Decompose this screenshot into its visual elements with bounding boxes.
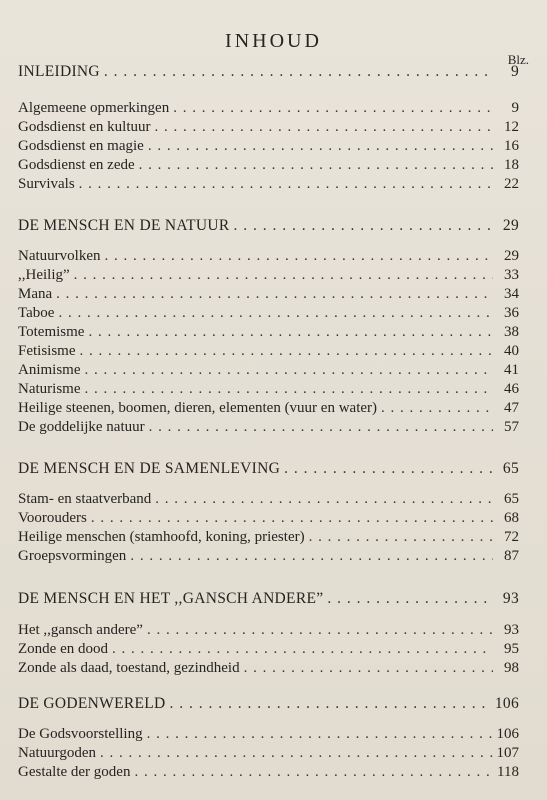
toc-entry — [18, 342, 519, 360]
toc-entry-label: Godsdienst en magie — [18, 138, 144, 154]
toc-entry-label: Stam- en staatverband — [18, 491, 152, 507]
dot-leader — [79, 175, 493, 193]
toc-entry-label: Gestalte der goden — [18, 764, 131, 780]
toc-page-number: 93 — [504, 622, 519, 638]
dot-leader — [104, 247, 493, 265]
toc-entry — [18, 528, 519, 546]
toc-entry — [18, 266, 519, 284]
toc-section-gansch-andere — [18, 590, 519, 608]
toc-page-number: 57 — [504, 419, 519, 435]
toc-page-number: 68 — [504, 510, 519, 526]
toc-entry — [18, 118, 519, 136]
dot-leader — [56, 285, 493, 303]
toc-entry — [18, 175, 519, 193]
toc-entry-label: Animisme — [18, 362, 81, 378]
toc-entry — [18, 323, 519, 341]
toc-page-number: 34 — [504, 286, 519, 302]
toc-entry-label: Voorouders — [18, 510, 87, 526]
toc-entry — [18, 137, 519, 155]
dot-leader — [130, 547, 493, 565]
toc-section-godenwereld — [18, 695, 519, 713]
toc-page-number: 18 — [504, 157, 519, 173]
toc-entry — [18, 744, 519, 762]
toc-section-inleiding — [18, 63, 519, 81]
dot-leader — [104, 63, 493, 81]
toc-entry-label: Survivals — [18, 176, 75, 192]
toc-section-title: DE GODENWERELD — [18, 695, 166, 712]
dot-leader — [148, 137, 493, 155]
toc-page-number: 9 — [511, 100, 519, 116]
toc-entry-label: De goddelijke natuur — [18, 419, 145, 435]
toc-page-number: 40 — [504, 343, 519, 359]
toc-entry-label: Taboe — [18, 305, 55, 321]
toc-page-number: 47 — [504, 400, 519, 416]
toc-entry — [18, 490, 519, 508]
toc-entry-label: Het ,,gansch andere” — [18, 622, 143, 638]
toc-entry-label: Totemisme — [18, 324, 85, 340]
toc-section-title: DE MENSCH EN DE SAMENLEVING — [18, 460, 281, 477]
dot-leader — [327, 590, 493, 608]
toc-page-number: 38 — [504, 324, 519, 340]
toc-entry — [18, 640, 519, 658]
toc-entry — [18, 247, 519, 265]
toc-entry-label: Mana — [18, 286, 53, 302]
toc-section-title: DE MENSCH EN HET ,,GANSCH ANDERE” — [18, 590, 324, 607]
dot-leader — [134, 763, 493, 781]
toc-entry-label: Heilige menschen (stamhoofd, koning, priester) — [18, 529, 305, 545]
toc-entry — [18, 304, 519, 322]
toc-section-title: DE MENSCH EN DE NATUUR — [18, 217, 230, 234]
dot-leader — [284, 460, 493, 478]
toc-section-title: INLEIDING — [18, 63, 100, 80]
toc-entry — [18, 763, 519, 781]
dot-leader — [80, 342, 493, 360]
toc-entry — [18, 547, 519, 565]
toc-page-number: 33 — [504, 267, 519, 283]
dot-leader — [58, 304, 493, 322]
toc-entry-label: Zonde en dood — [18, 641, 108, 657]
toc-entry-label: Algemeene opmerkingen — [18, 100, 170, 116]
toc-entry-label: De Godsvoorstelling — [18, 726, 143, 742]
toc-section-mensch-samenleving — [18, 460, 519, 478]
toc-section-mensch-natuur — [18, 217, 519, 235]
dot-leader — [147, 621, 493, 639]
toc-entry — [18, 99, 519, 117]
toc-entry — [18, 418, 519, 436]
toc-page-number: 87 — [504, 548, 519, 564]
dot-leader — [381, 399, 493, 417]
toc-page-number: 93 — [502, 590, 519, 607]
dot-leader — [309, 528, 493, 546]
toc-page-number: 46 — [504, 381, 519, 397]
toc-page-number: 118 — [497, 764, 519, 780]
toc-entry — [18, 725, 519, 743]
dot-leader — [244, 659, 493, 677]
dot-leader — [112, 640, 493, 658]
dot-leader — [147, 725, 493, 743]
toc-entry — [18, 621, 519, 639]
toc-page-number: 41 — [504, 362, 519, 378]
dot-leader — [88, 323, 493, 341]
toc-page-number: 72 — [504, 529, 519, 545]
toc-page-number: 9 — [510, 63, 519, 80]
toc-page-number: 106 — [496, 726, 519, 742]
toc-page-number: 95 — [504, 641, 519, 657]
dot-leader — [139, 156, 493, 174]
toc-page-number: 29 — [504, 248, 519, 264]
toc-page-number: 65 — [502, 460, 519, 477]
toc-page-number: 16 — [504, 138, 519, 154]
toc-entry-label: Fetisisme — [18, 343, 76, 359]
dot-leader — [85, 361, 494, 379]
toc-page-number: 106 — [494, 695, 519, 712]
dot-leader — [155, 490, 493, 508]
dot-leader — [234, 217, 493, 235]
dot-leader — [173, 99, 493, 117]
toc-page-number: 98 — [504, 660, 519, 676]
toc-entry-label: Zonde als daad, toestand, gezindheid — [18, 660, 240, 676]
toc-entry — [18, 156, 519, 174]
toc-entry-label: Godsdienst en kultuur — [18, 119, 151, 135]
toc-page-number: 22 — [504, 176, 519, 192]
toc-entry — [18, 399, 519, 417]
toc-entry-label: Heilige steenen, boomen, dieren, elementen (vuur en water) — [18, 400, 378, 416]
dot-leader — [149, 418, 493, 436]
dot-leader — [155, 118, 494, 136]
dot-leader — [84, 380, 493, 398]
page-column-label: Blz. — [507, 52, 529, 67]
page-title: INHOUD — [225, 30, 322, 52]
toc-page-number: 29 — [502, 217, 519, 234]
toc-entry — [18, 509, 519, 527]
dot-leader — [91, 509, 493, 527]
toc-page-number: 36 — [504, 305, 519, 321]
dot-leader — [170, 695, 491, 713]
toc-page-number: 107 — [496, 745, 519, 761]
toc-entry — [18, 361, 519, 379]
toc-entry-label: Naturisme — [18, 381, 81, 397]
dot-leader — [100, 744, 492, 762]
toc-entry-label: Natuurgoden — [18, 745, 97, 761]
dot-leader — [74, 266, 493, 284]
toc-page-number: 12 — [504, 119, 519, 135]
toc-page-number: 65 — [504, 491, 519, 507]
toc-entry — [18, 285, 519, 303]
toc-entry-label: Groepsvormingen — [18, 548, 127, 564]
toc-entry — [18, 659, 519, 677]
toc-entry-label: Godsdienst en zede — [18, 157, 135, 173]
toc-entry-label: Natuurvolken — [18, 248, 101, 264]
toc-entry — [18, 380, 519, 398]
toc-entry-label: ,,Heilig” — [18, 267, 70, 283]
